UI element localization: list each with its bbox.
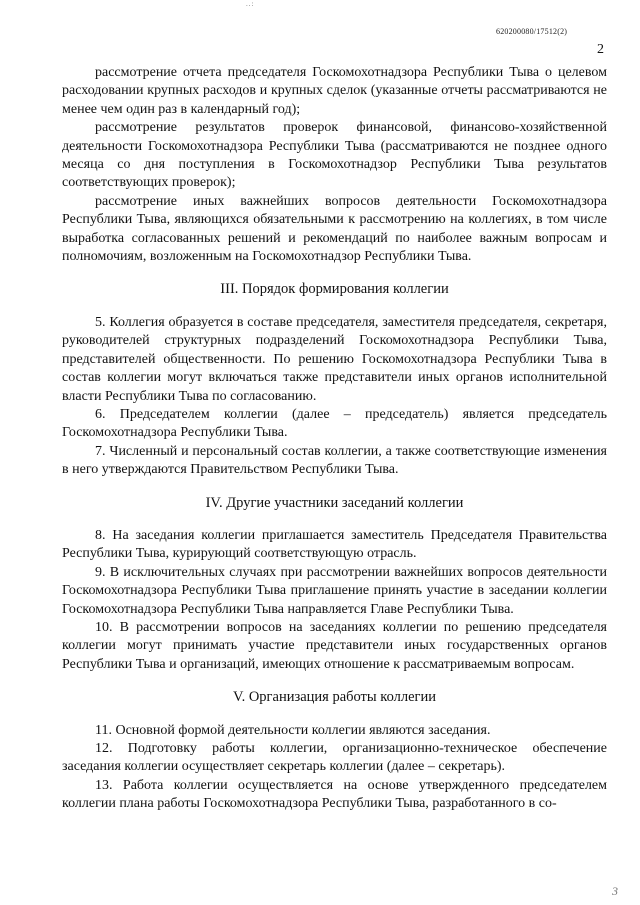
section-heading-5: V. Организация работы коллегии	[232, 689, 437, 706]
paragraph-7: 7. Численный и персональный состав коллегии, а также соответствующие изменения в него утверждаются Правительством Республики Тыва.	[62, 443, 607, 478]
corner-mark: 3	[612, 884, 618, 898]
document-body	[62, 64, 607, 814]
paragraph-item-audits: рассмотрение результатов проверок финансовой, финансово-хозяйственной деятельности Госкомохотнадзора Республики Тыва (рассматриваются не позднее одного месяца со дня поступления в Госкомохотнадзор Республики Тыва результатов соответствующих проверок);	[62, 120, 607, 191]
paragraph-13: 13. Работа коллегии осуществляется на основе утвержденного председателем коллегии плана работы Госкомохотнадзора Республики Тыва, разработанного в со-	[62, 777, 607, 812]
paragraph-12: 12. Подготовку работы коллегии, организационно-техническое обеспечение заседания коллегии осуществляет секретарь коллегии (далее – секретарь).	[62, 741, 607, 775]
section-heading-4: IV. Другие участники заседаний коллегии	[205, 494, 464, 511]
paragraph-6: 6. Председателем коллегии (далее – председатель) является председатель Госкомохотнадзора Республики Тыва.	[62, 406, 607, 441]
paragraph-8: 8. На заседания коллегии приглашается заместитель Председателя Правительства Республики Тыва, курирующий соответствующую отрасль.	[62, 527, 607, 562]
paragraph-5: 5. Коллегия образуется в составе председателя, заместителя председателя, секретаря, руководителей структурных подразделений Госкомохотнадзора Республики Тыва, представителей общественности. По решению Госкомохотнадзора Республики Тыва в состав коллегии могут включаться также представители иных органов исполнительной власти Республики Тыва по согласованию.	[62, 314, 607, 404]
section-heading-3: III. Порядок формирования коллегии	[220, 281, 449, 298]
paragraph-item-other-issues: рассмотрение иных важнейших вопросов деятельности Госкомохотнадзора Республики Тыва, являющихся обязательными к рассмотрению на коллегиях, в том числе выработка согласованных решений и рекомендаций по наиболее важным вопросам и полномочиям, возложенным на Госкомохотнадзор Республики Тыва.	[62, 193, 607, 265]
paragraph-9: 9. В исключительных случаях при рассмотрении важнейших вопросов деятельности Госкомохотнадзора Республики Тыва приглашение принять участие в заседании коллегии Госкомохотнадзора Республики Тыва направляется Главе Республики Тыва.	[62, 564, 607, 617]
document-id: 620200080/17512(2)	[496, 27, 568, 36]
paragraph-10: 10. В рассмотрении вопросов на заседаниях коллегии по решению председателя коллегии могут принимать участие представители иных государственных органов Республики Тыва и организаций, имеющих отношение к рассматриваемым вопросам.	[62, 619, 607, 672]
paragraph-11: 11. Основной формой деятельности коллегии являются заседания.	[95, 722, 491, 738]
paragraph-item-report: рассмотрение отчета председателя Госкомохотнадзора Республики Тыва о целевом расходовании крупных расходов и крупных сделок (указанные отчеты рассматриваются не менее чем один раз в календарный год);	[62, 65, 607, 117]
page-number: 2	[597, 42, 604, 57]
scan-mark: ..:	[246, 0, 255, 8]
